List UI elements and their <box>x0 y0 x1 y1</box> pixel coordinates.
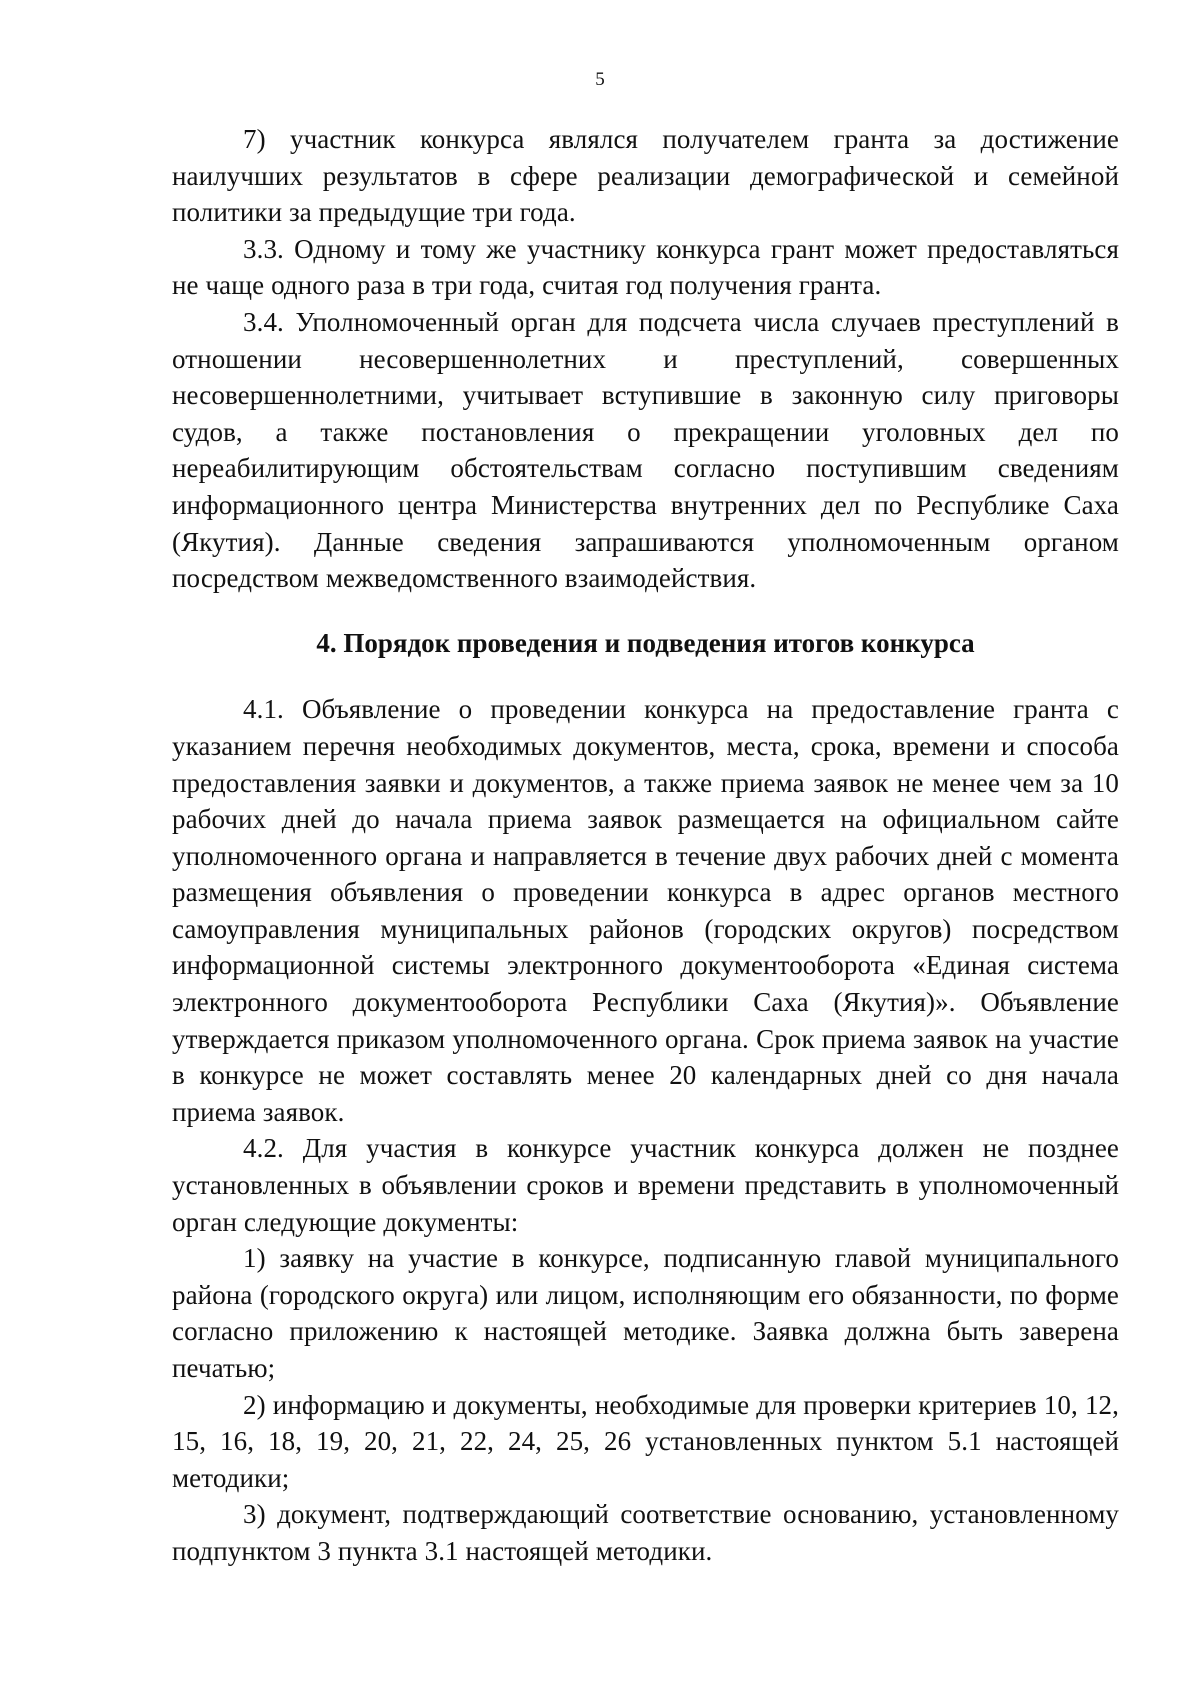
page-number: 5 <box>595 69 605 90</box>
paragraph-4-1: 4.1. Объявление о проведении конкурса на предоставление гранта с указанием перечня необходимых документов, места, срока, времени и способа предоставления заявки и документов, а также приема заявок не менее чем за 10 рабочих дней до начала приема заявок размещается на официальном сайте уполномоченного органа и направляется в течение двух рабочих дней с момента размещения объявления о проведении конкурса в адрес органов местного самоуправления муниципальных районов (городских округов) посредством информационной системы электронного документооборота «Единая система электронного документооборота Республики Саха (Якутия)». Объявление утверждается приказом уполномоченного органа. Срок приема заявок на участие в конкурсе не может составлять менее 20 календарных дней со дня начала приема заявок. <box>172 694 1119 1127</box>
paragraph-4-2: 4.2. Для участия в конкурсе участник конкурса должен не позднее установленных в объявлении сроков и времени представить в уполномоченный орган следующие документы: <box>172 1133 1119 1237</box>
section-heading: 4. Порядок проведения и подведения итогов конкурса <box>316 627 975 658</box>
document-body <box>172 121 1119 1570</box>
spacer <box>172 597 1119 625</box>
list-item-2: 2) информацию и документы, необходимые для проверки критериев 10, 12, 15, 16, 18, 19, 20, 21, 22, 24, 25, 26 установленных пунктом 5.1 настоящей методики; <box>172 1389 1119 1493</box>
paragraph-item-7: 7) участник конкурса являлся получателем гранта за достижение наилучших результатов в сфере реализации демографической и семейной политики за предыдущие три года. <box>172 124 1119 228</box>
list-item-1: 1) заявку на участие в конкурсе, подписанную главой муниципального района (городского округа) или лицом, исполняющим его обязанности, по форме согласно приложению к настоящей методике. Заявка должна быть заверена печатью; <box>172 1243 1119 1383</box>
spacer <box>172 661 1119 691</box>
paragraph-3-4: 3.4. Уполномоченный орган для подсчета числа случаев преступлений в отношении несовершеннолетних и преступлений, совершенных несовершеннолетними, учитывает вступившие в законную силу приговоры судов, а также постановления о прекращении уголовных дел по нереабилитирующим обстоятельствам согласно поступившим сведениям информационного центра Министерства внутренних дел по Республике Саха (Якутия). Данные сведения запрашиваются уполномоченным органом посредством межведомственного взаимодействия. <box>172 306 1119 594</box>
paragraph-3-3: 3.3. Одному и тому же участнику конкурса грант может предоставляться не чаще одного раза в три года, считая год получения гранта. <box>172 233 1119 301</box>
list-item-3: 3) документ, подтверждающий соответствие основанию, установленному подпунктом 3 пункта 3.1 настоящей методики. <box>172 1499 1119 1566</box>
